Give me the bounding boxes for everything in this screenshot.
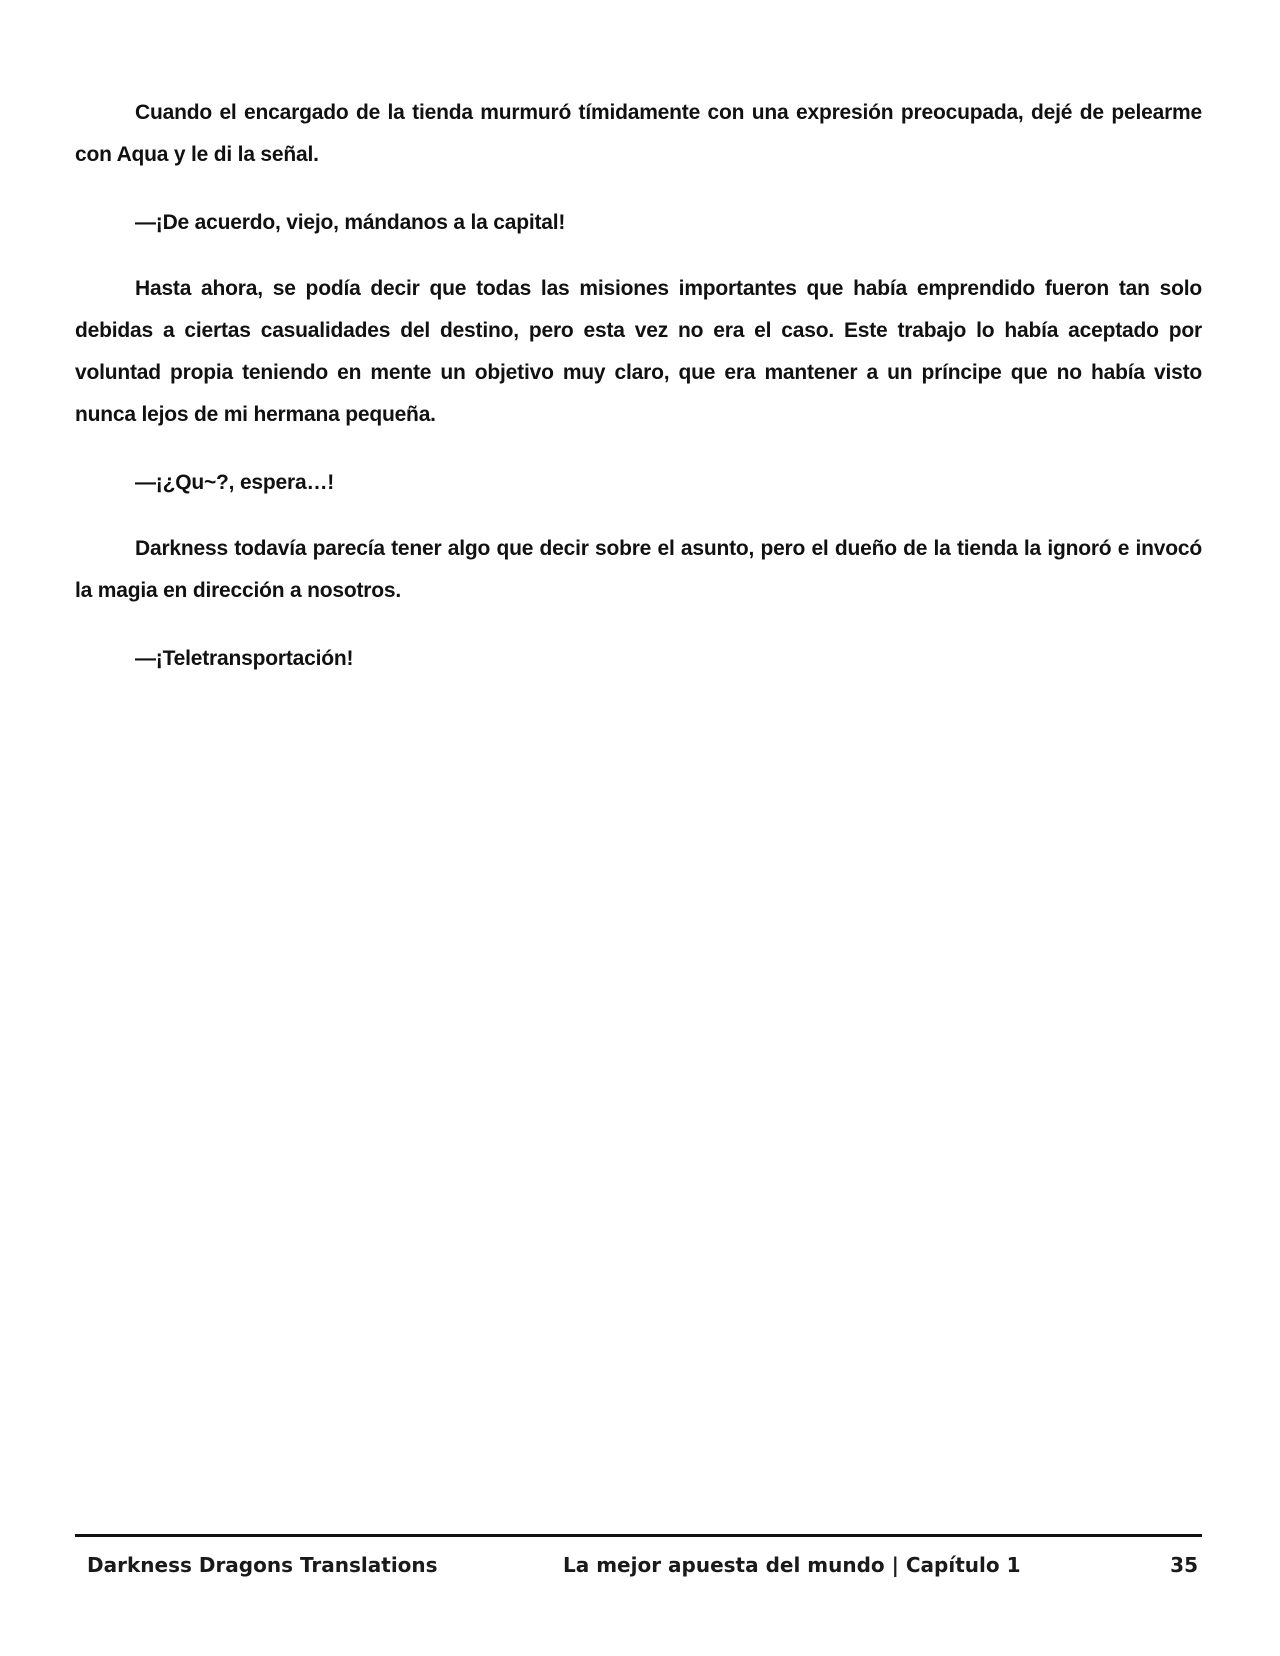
- paragraph-2: Hasta ahora, se podía decir que todas las misiones importantes que había emprendido fueron tan solo debidas a ciertas casualidades del destino, pero esta vez no era el caso. Este trabajo lo había aceptado por voluntad propia teniendo en mente un objetivo muy claro, que era mantener a un príncipe que no había visto nunca lejos de mi hermana pequeña.: [75, 277, 1202, 426]
- dialogue-line-3: —¡Teletransportación!: [135, 647, 354, 670]
- dialogue-line-1: —¡De acuerdo, viejo, mándanos a la capital!: [135, 211, 566, 234]
- footer-chapter-title: La mejor apuesta del mundo | Capítulo 1: [563, 1553, 1021, 1577]
- dialogue-line-2: —¡¿Qu~?, espera…!: [135, 471, 335, 494]
- footer-group-name: Darkness Dragons Translations: [87, 1553, 438, 1577]
- paragraph-3: Darkness todavía parecía tener algo que decir sobre el asunto, pero el dueño de la tienda la ignoró e invocó la magia en dirección a nosotros.: [75, 537, 1202, 602]
- footer-page-number: 35: [1170, 1553, 1198, 1577]
- paragraph-1: Cuando el encargado de la tienda murmuró tímidamente con una expresión preocupada, dejé de pelearme con Aqua y le di la señal.: [75, 101, 1202, 166]
- page-footer: [75, 1534, 1202, 1587]
- page-body: [75, 92, 1202, 704]
